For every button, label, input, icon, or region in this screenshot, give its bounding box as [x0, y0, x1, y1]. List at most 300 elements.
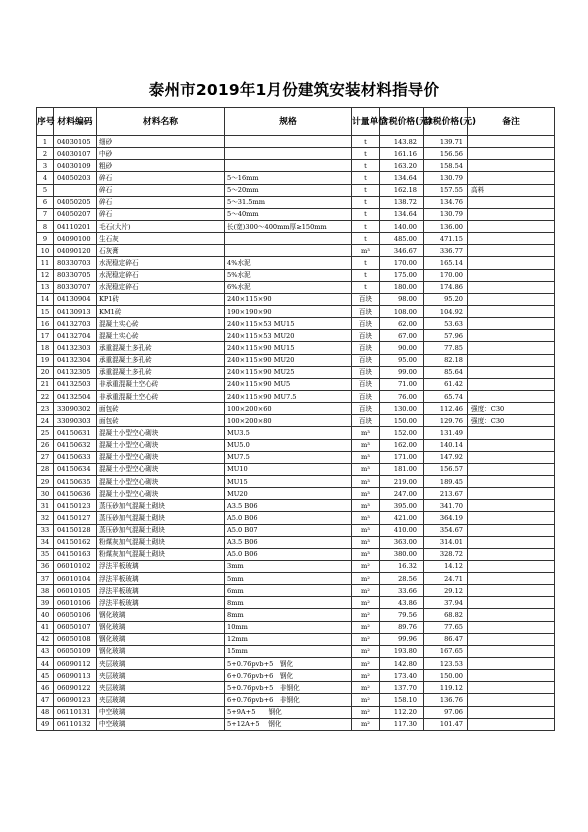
cell-price-tax: 33.66 — [380, 585, 424, 597]
cell-note — [468, 524, 555, 536]
cell-price-notax: 140.14 — [424, 439, 468, 451]
cell-note — [468, 621, 555, 633]
cell-price-notax: 158.54 — [424, 160, 468, 172]
cell-name: 混凝土小型空心砌块 — [97, 439, 225, 451]
cell-unit: t — [352, 172, 380, 184]
cell-no: 8 — [37, 220, 54, 232]
cell-no: 44 — [37, 658, 54, 670]
table-row — [37, 500, 555, 512]
table-row — [37, 548, 555, 560]
cell-price-tax: 175.00 — [380, 269, 424, 281]
cell-unit: 百块 — [352, 342, 380, 354]
cell-no: 37 — [37, 573, 54, 585]
cell-unit: 百块 — [352, 318, 380, 330]
cell-name: 钢化玻璃 — [97, 645, 225, 657]
cell-name: KM1砖 — [97, 305, 225, 317]
table-row — [37, 403, 555, 415]
cell-code: 06110131 — [54, 706, 97, 718]
cell-name: 混凝土小型空心砌块 — [97, 475, 225, 487]
table-row — [37, 257, 555, 269]
cell-price-tax: 95.00 — [380, 354, 424, 366]
header-price-notax: 除税价格(元) — [424, 108, 468, 136]
cell-unit: m² — [352, 658, 380, 670]
cell-code: 80330703 — [54, 257, 97, 269]
cell-unit: m² — [352, 670, 380, 682]
cell-spec: 5+0.76pvb+5 非钢化 — [225, 682, 352, 694]
cell-note — [468, 670, 555, 682]
cell-unit: t — [352, 281, 380, 293]
cell-name: KP1砖 — [97, 293, 225, 305]
cell-spec: 240×115×90 MU20 — [225, 354, 352, 366]
cell-price-notax: 112.46 — [424, 403, 468, 415]
table-row — [37, 233, 555, 245]
cell-spec: A3.5 B06 — [225, 500, 352, 512]
cell-price-notax: 136.00 — [424, 220, 468, 232]
cell-code: 04090100 — [54, 233, 97, 245]
cell-name: 碎石 — [97, 184, 225, 196]
cell-price-tax: 410.00 — [380, 524, 424, 536]
cell-price-notax: 77.65 — [424, 621, 468, 633]
cell-no: 13 — [37, 281, 54, 293]
cell-code: 33090303 — [54, 415, 97, 427]
cell-unit: 百块 — [352, 330, 380, 342]
cell-price-tax: 140.00 — [380, 220, 424, 232]
cell-price-notax: 170.00 — [424, 269, 468, 281]
cell-note — [468, 585, 555, 597]
cell-note — [468, 148, 555, 160]
cell-note — [468, 706, 555, 718]
cell-unit: 百块 — [352, 415, 380, 427]
cell-price-notax: 53.63 — [424, 318, 468, 330]
cell-price-notax: 68.82 — [424, 609, 468, 621]
cell-price-tax: 421.00 — [380, 512, 424, 524]
cell-note — [468, 658, 555, 670]
cell-price-tax: 395.00 — [380, 500, 424, 512]
cell-no: 38 — [37, 585, 54, 597]
cell-name: 混凝土实心砖 — [97, 318, 225, 330]
cell-price-notax: 129.76 — [424, 415, 468, 427]
cell-price-tax: 99.00 — [380, 366, 424, 378]
cell-name: 夹层玻璃 — [97, 670, 225, 682]
table-row — [37, 524, 555, 536]
cell-spec: 5～20mm — [225, 184, 352, 196]
cell-note — [468, 427, 555, 439]
cell-no: 19 — [37, 354, 54, 366]
cell-unit: m² — [352, 682, 380, 694]
cell-name: 非承重混凝土空心砖 — [97, 378, 225, 390]
cell-spec: 4%水泥 — [225, 257, 352, 269]
cell-note — [468, 390, 555, 402]
cell-no: 42 — [37, 633, 54, 645]
cell-spec: MU10 — [225, 463, 352, 475]
cell-note — [468, 318, 555, 330]
cell-name: 碎石 — [97, 208, 225, 220]
cell-note — [468, 451, 555, 463]
cell-name: 面包砖 — [97, 403, 225, 415]
cell-price-notax: 104.92 — [424, 305, 468, 317]
cell-note: 高料 — [468, 184, 555, 196]
cell-no: 5 — [37, 184, 54, 196]
cell-code: 80330707 — [54, 281, 97, 293]
cell-name: 承重混凝土多孔砖 — [97, 342, 225, 354]
cell-note — [468, 645, 555, 657]
cell-unit: 百块 — [352, 366, 380, 378]
cell-price-tax: 219.00 — [380, 475, 424, 487]
cell-price-tax: 161.16 — [380, 148, 424, 160]
table-row — [37, 196, 555, 208]
cell-name: 中砂 — [97, 148, 225, 160]
table-row — [37, 573, 555, 585]
cell-name: 浮法平板玻璃 — [97, 597, 225, 609]
cell-no: 15 — [37, 305, 54, 317]
table-row — [37, 354, 555, 366]
table-row — [37, 281, 555, 293]
cell-price-tax: 134.64 — [380, 172, 424, 184]
cell-price-tax: 152.00 — [380, 427, 424, 439]
cell-code: 04150123 — [54, 500, 97, 512]
cell-unit: m³ — [352, 524, 380, 536]
cell-name: 混凝土小型空心砌块 — [97, 427, 225, 439]
cell-spec: 240×115×53 MU20 — [225, 330, 352, 342]
table-row — [37, 148, 555, 160]
cell-no: 11 — [37, 257, 54, 269]
cell-price-notax: 86.47 — [424, 633, 468, 645]
cell-spec: 3mm — [225, 560, 352, 572]
cell-price-tax: 99.96 — [380, 633, 424, 645]
cell-spec: 5+0.76pvb+5 钢化 — [225, 658, 352, 670]
cell-name: 毛石(大片) — [97, 220, 225, 232]
cell-unit: m² — [352, 597, 380, 609]
cell-note: 强度：C30 — [468, 415, 555, 427]
cell-unit: t — [352, 184, 380, 196]
cell-price-notax: 314.01 — [424, 536, 468, 548]
cell-name: 粉煤灰加气混凝土砌块 — [97, 548, 225, 560]
cell-note — [468, 208, 555, 220]
cell-note — [468, 257, 555, 269]
cell-code: 06010104 — [54, 573, 97, 585]
cell-spec: 6mm — [225, 585, 352, 597]
cell-spec: 240×115×90 MU5 — [225, 378, 352, 390]
cell-no: 35 — [37, 548, 54, 560]
cell-no: 20 — [37, 366, 54, 378]
cell-note — [468, 488, 555, 500]
cell-price-notax: 354.67 — [424, 524, 468, 536]
cell-no: 7 — [37, 208, 54, 220]
cell-no: 48 — [37, 706, 54, 718]
cell-price-notax: 95.20 — [424, 293, 468, 305]
cell-price-notax: 213.67 — [424, 488, 468, 500]
cell-no: 23 — [37, 403, 54, 415]
cell-price-tax: 71.00 — [380, 378, 424, 390]
cell-spec: 6+0.76pvb+6 非钢化 — [225, 694, 352, 706]
cell-code: 04150636 — [54, 488, 97, 500]
table-row — [37, 633, 555, 645]
cell-unit: 百块 — [352, 403, 380, 415]
cell-spec: 8mm — [225, 597, 352, 609]
cell-price-tax: 89.76 — [380, 621, 424, 633]
cell-note — [468, 342, 555, 354]
cell-no: 29 — [37, 475, 54, 487]
table-row — [37, 439, 555, 451]
cell-code: 06050109 — [54, 645, 97, 657]
cell-no: 25 — [37, 427, 54, 439]
table-row — [37, 658, 555, 670]
cell-price-tax: 163.20 — [380, 160, 424, 172]
cell-note: 强度：C30 — [468, 403, 555, 415]
cell-no: 17 — [37, 330, 54, 342]
cell-note — [468, 172, 555, 184]
cell-code: 06090122 — [54, 682, 97, 694]
cell-unit: m² — [352, 694, 380, 706]
cell-code: 04132303 — [54, 342, 97, 354]
table-row — [37, 378, 555, 390]
cell-no: 39 — [37, 597, 54, 609]
cell-price-notax: 101.47 — [424, 718, 468, 730]
cell-code: 04132704 — [54, 330, 97, 342]
cell-price-notax: 174.86 — [424, 281, 468, 293]
cell-spec: MU15 — [225, 475, 352, 487]
table-row — [37, 184, 555, 196]
cell-price-tax: 117.30 — [380, 718, 424, 730]
cell-unit: m² — [352, 718, 380, 730]
cell-no: 33 — [37, 524, 54, 536]
cell-no: 40 — [37, 609, 54, 621]
cell-code: 06050106 — [54, 609, 97, 621]
table-row — [37, 172, 555, 184]
header-code: 材料编码 — [54, 108, 97, 136]
cell-spec: 240×115×90 MU15 — [225, 342, 352, 354]
cell-note — [468, 718, 555, 730]
cell-unit: 百块 — [352, 305, 380, 317]
cell-spec: 5～16mm — [225, 172, 352, 184]
cell-code: 04130913 — [54, 305, 97, 317]
cell-note — [468, 682, 555, 694]
cell-code: 06090113 — [54, 670, 97, 682]
cell-spec: 12mm — [225, 633, 352, 645]
cell-spec: 240×115×90 — [225, 293, 352, 305]
cell-no: 45 — [37, 670, 54, 682]
cell-code: 06090112 — [54, 658, 97, 670]
cell-price-notax: 37.94 — [424, 597, 468, 609]
cell-note — [468, 463, 555, 475]
cell-price-notax: 150.00 — [424, 670, 468, 682]
cell-name: 混凝土实心砖 — [97, 330, 225, 342]
cell-price-tax: 130.00 — [380, 403, 424, 415]
table-row — [37, 621, 555, 633]
cell-no: 21 — [37, 378, 54, 390]
table-row — [37, 160, 555, 172]
cell-no: 36 — [37, 560, 54, 572]
cell-name: 水泥稳定碎石 — [97, 281, 225, 293]
cell-price-notax: 97.06 — [424, 706, 468, 718]
cell-spec — [225, 136, 352, 148]
cell-spec: 长(宽)300～400mm厚≥150mm — [225, 220, 352, 232]
cell-price-notax: 156.57 — [424, 463, 468, 475]
cell-unit: t — [352, 257, 380, 269]
cell-code: 04130904 — [54, 293, 97, 305]
table-row — [37, 560, 555, 572]
cell-no: 16 — [37, 318, 54, 330]
cell-unit: m³ — [352, 500, 380, 512]
cell-code: 04132305 — [54, 366, 97, 378]
cell-code: 04030105 — [54, 136, 97, 148]
header-no: 序号 — [37, 108, 54, 136]
cell-spec: 240×115×90 MU25 — [225, 366, 352, 378]
table-body — [37, 136, 555, 731]
cell-spec: MU20 — [225, 488, 352, 500]
cell-price-notax: 14.12 — [424, 560, 468, 572]
cell-price-notax: 130.79 — [424, 208, 468, 220]
cell-name: 粉煤灰加气混凝土砌块 — [97, 536, 225, 548]
cell-spec — [225, 148, 352, 160]
cell-price-tax: 181.00 — [380, 463, 424, 475]
cell-price-tax: 108.00 — [380, 305, 424, 317]
cell-unit: 百块 — [352, 354, 380, 366]
cell-no: 4 — [37, 172, 54, 184]
cell-spec: 100×200×80 — [225, 415, 352, 427]
cell-note — [468, 633, 555, 645]
cell-no: 2 — [37, 148, 54, 160]
cell-name: 水泥稳定碎石 — [97, 257, 225, 269]
cell-note — [468, 560, 555, 572]
cell-spec: 5～40mm — [225, 208, 352, 220]
cell-price-notax: 85.64 — [424, 366, 468, 378]
cell-price-notax: 123.53 — [424, 658, 468, 670]
cell-spec: 5+12A+5 钢化 — [225, 718, 352, 730]
cell-price-tax: 380.00 — [380, 548, 424, 560]
table-row — [37, 330, 555, 342]
cell-price-notax: 167.65 — [424, 645, 468, 657]
cell-code: 04132304 — [54, 354, 97, 366]
cell-name: 承重混凝土多孔砖 — [97, 366, 225, 378]
cell-price-notax: 136.76 — [424, 694, 468, 706]
cell-price-notax: 119.12 — [424, 682, 468, 694]
cell-name: 面包砖 — [97, 415, 225, 427]
table-row — [37, 390, 555, 402]
cell-price-tax: 67.00 — [380, 330, 424, 342]
cell-price-notax: 336.77 — [424, 245, 468, 257]
page-title: 泰州市2019年1月份建筑安装材料指导价 — [148, 81, 440, 99]
table-row — [37, 694, 555, 706]
cell-note — [468, 597, 555, 609]
cell-no: 31 — [37, 500, 54, 512]
cell-code: 04030107 — [54, 148, 97, 160]
cell-code: 04150633 — [54, 451, 97, 463]
cell-unit: t — [352, 160, 380, 172]
cell-price-tax: 16.32 — [380, 560, 424, 572]
table-row — [37, 597, 555, 609]
cell-price-tax: 162.00 — [380, 439, 424, 451]
cell-spec: 240×115×53 MU15 — [225, 318, 352, 330]
cell-name: 蒸压砂加气混凝土砌块 — [97, 500, 225, 512]
cell-code: 04150128 — [54, 524, 97, 536]
cell-name: 中空玻璃 — [97, 718, 225, 730]
cell-price-notax: 364.19 — [424, 512, 468, 524]
cell-code: 04150635 — [54, 475, 97, 487]
cell-spec: 5+9A+5 钢化 — [225, 706, 352, 718]
cell-note — [468, 160, 555, 172]
cell-note — [468, 220, 555, 232]
cell-unit: m² — [352, 645, 380, 657]
cell-price-notax: 139.71 — [424, 136, 468, 148]
cell-price-tax: 173.40 — [380, 670, 424, 682]
cell-spec: A3.5 B06 — [225, 536, 352, 548]
cell-code: 04150127 — [54, 512, 97, 524]
cell-note — [468, 378, 555, 390]
cell-unit: m² — [352, 621, 380, 633]
cell-code: 06050107 — [54, 621, 97, 633]
cell-name: 混凝土小型空心砌块 — [97, 488, 225, 500]
cell-no: 12 — [37, 269, 54, 281]
cell-name: 细砂 — [97, 136, 225, 148]
cell-code: 04110201 — [54, 220, 97, 232]
cell-note — [468, 366, 555, 378]
cell-code: 04150631 — [54, 427, 97, 439]
cell-spec: 6%水泥 — [225, 281, 352, 293]
table-row — [37, 512, 555, 524]
cell-spec — [225, 245, 352, 257]
cell-name: 中空玻璃 — [97, 706, 225, 718]
table-row — [37, 670, 555, 682]
cell-note — [468, 269, 555, 281]
cell-code: 06050108 — [54, 633, 97, 645]
cell-spec: A5.0 B07 — [225, 524, 352, 536]
header-name: 材料名称 — [97, 108, 225, 136]
cell-spec: A5.0 B06 — [225, 512, 352, 524]
cell-code: 04150163 — [54, 548, 97, 560]
table-row — [37, 245, 555, 257]
table-row — [37, 208, 555, 220]
header-unit: 计量单位 — [352, 108, 380, 136]
cell-no: 46 — [37, 682, 54, 694]
cell-note — [468, 136, 555, 148]
cell-no: 28 — [37, 463, 54, 475]
cell-no: 22 — [37, 390, 54, 402]
cell-no: 47 — [37, 694, 54, 706]
cell-note — [468, 354, 555, 366]
cell-spec: 5～31.5mm — [225, 196, 352, 208]
cell-no: 32 — [37, 512, 54, 524]
cell-note — [468, 233, 555, 245]
cell-unit: m³ — [352, 439, 380, 451]
table-row — [37, 536, 555, 548]
cell-spec: 240×115×90 MU7.5 — [225, 390, 352, 402]
cell-spec — [225, 160, 352, 172]
table-row — [37, 585, 555, 597]
cell-no: 26 — [37, 439, 54, 451]
cell-name: 钢化玻璃 — [97, 621, 225, 633]
cell-unit: t — [352, 269, 380, 281]
cell-price-notax: 77.85 — [424, 342, 468, 354]
cell-no: 41 — [37, 621, 54, 633]
cell-price-tax: 112.20 — [380, 706, 424, 718]
header-row — [37, 108, 555, 136]
table-row — [37, 136, 555, 148]
cell-price-notax: 157.55 — [424, 184, 468, 196]
cell-note — [468, 573, 555, 585]
cell-spec: 5mm — [225, 573, 352, 585]
table-row — [37, 342, 555, 354]
cell-price-tax: 485.00 — [380, 233, 424, 245]
cell-note — [468, 330, 555, 342]
cell-price-notax: 189.45 — [424, 475, 468, 487]
cell-unit: m³ — [352, 427, 380, 439]
cell-no: 1 — [37, 136, 54, 148]
cell-price-notax: 82.18 — [424, 354, 468, 366]
cell-price-tax: 62.00 — [380, 318, 424, 330]
table-row — [37, 415, 555, 427]
cell-name: 石灰膏 — [97, 245, 225, 257]
